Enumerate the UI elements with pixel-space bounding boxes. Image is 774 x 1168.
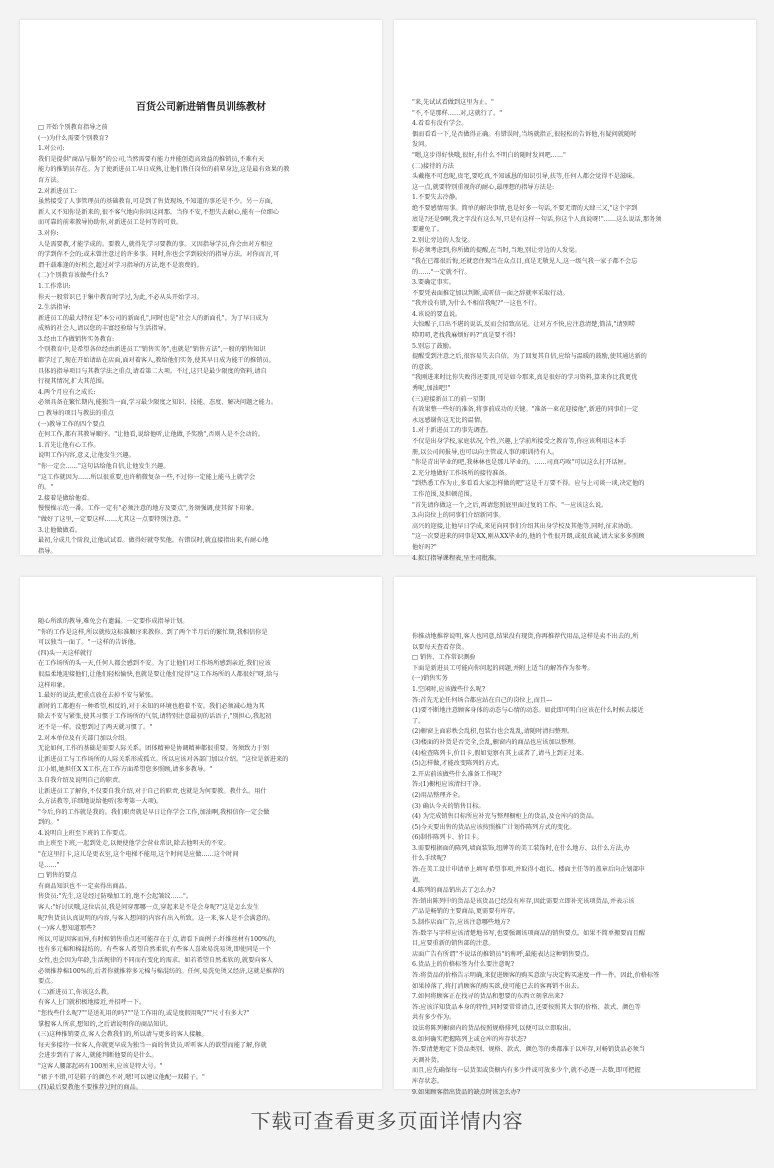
text-line: 发问。	[412, 141, 431, 149]
text-line: "做好了这里,一定要这样……尤其这一点要特别注意。"	[38, 515, 188, 523]
text-line: 请。	[412, 876, 425, 884]
text-line: "这工作就因为……所以很重要,也许稍微复杂一些,不过你一定能上能马上就学会	[38, 473, 256, 481]
text-line: 掌握客人所求,想知的,之后请说明你的商品知识。	[38, 1020, 172, 1028]
text-line: (一)教导工作的四个要点	[38, 420, 105, 428]
text-line: "你是青出毕业的吧,我林林也是那儿毕业的。……司真巧唉"可以这么打开话匣。	[412, 459, 631, 467]
text-line: (3)楼面的补货是否完全,会乱,橱窗内的商品也应该加以整理。	[412, 738, 580, 746]
text-line: 到的。"	[38, 819, 60, 827]
text-line: (三)迎接新员工的前一星期	[412, 395, 485, 403]
text-line: 8.如何确实把握陈列上或仓库的库存状态?	[412, 1035, 527, 1043]
text-line: 7.如何将顾客正在找寻的货品和想要的东西立刻拿出来?	[412, 993, 564, 1001]
text-line: 让新进员工与工作场所的人际关系形成孤立。所以应该对各部门加以介绍。"这位是新进来的	[38, 755, 289, 763]
text-line: 具体的指导项目与其教学法之重点,请看第二大项。不过,这只是最少限度的资料,请自	[38, 367, 267, 375]
text-line: 5.制作店面广告,应该注意哪些地方?	[412, 919, 510, 927]
text-line: 册,以公司间报导,也可以向主管或人事的职训持有人。	[412, 448, 559, 456]
text-line: (4) 为完成销售目标所应补充与整理橱柜上的货品,及仓库内的货品。	[412, 813, 598, 821]
text-line: 答:销出陈列中的货品是该货品已经没有库存,因此需要立即补充该项货品,并表示该	[412, 897, 635, 905]
text-line: 客人:"好讨厌哦,这位店员,我是问穿那哪一点,穿起来是不是会身呢?"这是怎么发生	[38, 904, 260, 912]
text-line: 头戴拖不可怠呢,贵宅,要吃真,不知诚恳的知识引导,扶等,任何人都会觉得不是滋味。	[412, 173, 639, 181]
text-line: 答:应该详知货品本身的特性,同时要常常清点,还要按照其大事的价格、款式、颜色等	[412, 1003, 641, 1011]
text-line: □ 销售的要点	[38, 872, 77, 880]
text-line: 女性,也会因为年龄,生活规律的不同而有变化的需求。如若希望自然柔软的,就要向客人	[38, 957, 273, 964]
text-line: 唠叨叨,老找我麻烦好吗?"真是要不得!	[412, 332, 516, 340]
text-line: 能力的推销员存在。为了使新进员工早日成熟,让他们胜任岗位的前辈身边,这是最有效果的教	[38, 166, 290, 174]
text-line: 的。"	[38, 484, 54, 492]
text-line: 这一点,就要特别重视你的耐心,最理想的指导方法是:	[412, 183, 555, 191]
text-line: □ 开始个别教育指导之前	[38, 124, 108, 131]
text-line: 如果掉落了,将打消顾客的购买欲,使可能已去的客再销不出去。	[412, 982, 583, 990]
text-line: (二)接待的方法	[412, 162, 454, 170]
text-line: 答:在美工设计申请单上填写希望事项,并取得小组长、楼面主任等的盖章后向企划部申	[412, 866, 645, 874]
text-line: 2.生活指导:	[38, 304, 71, 312]
text-line: 育方法。	[38, 176, 63, 184]
text-line: 新进员工的最大特征是"本公司的新面孔",同时也是"社会人的新面孔"。为了早日成为	[38, 314, 268, 322]
text-line: "来,先试试看做到这里为止。"	[412, 99, 494, 106]
text-line: 3.向岗位上的同事们介绍新同事。	[412, 512, 505, 520]
text-line: 1.最好的说法,把重点放在去掉不安与紧张。	[38, 692, 158, 700]
text-line: 无论如何,工作的基础是需要人际关系。团体精神是协调精神都很重要。务须致力于别	[38, 745, 269, 753]
text-line: 慢慢操示范一番。工作一定有"必须注意的地方及要点",务须强调,使其留下印象。	[38, 505, 258, 513]
text-line: 4.拟订指导课程表,呈主司批准。	[412, 554, 501, 562]
text-line: "这一次要进来的同事是XX,刚从XX毕业的,他的个性很开朗,或很真诚,请大家多多照顾	[412, 533, 645, 541]
text-line: 所以,可说因客而异,有时候销售重点还可能存在于点,请看下面例子:纤维丝材有100%的,	[38, 935, 277, 943]
text-line: 你推动地推荐说明,客人也同意,结果没有现货,你再推荐代用品,这样是卖不出去的,所	[412, 633, 639, 640]
text-line: 指导。	[38, 547, 57, 555]
text-line: "首先请你做这一个,之后,再请您照底里面过复的工作。"一应该这么说。	[412, 501, 608, 509]
page-text	[38, 617, 364, 1094]
text-line: "我并没有错,为什么不相信我呢?"一这也不行。	[412, 300, 541, 308]
text-line: 3.经由工作做销售实务教育:	[38, 335, 115, 343]
text-line: (四)最后要教他不要推荐过时的商品。	[38, 1084, 142, 1092]
text-line: 1.工作常识:	[38, 282, 71, 290]
page-text	[38, 123, 364, 557]
text-line: 的意欲。	[412, 363, 437, 371]
text-line: 不仅是出身学校,家庭状况,个性,兴趣,上学前所接受之教育等,你应该利用这本手	[412, 438, 627, 445]
text-line: (一)客人想知道那些?	[38, 925, 96, 933]
text-line: 工作范围,及担顿范围。	[412, 490, 476, 498]
text-line: 新人又不知你是新来的,很不客气地向你问这问那。当你不安,不想失去耐心,能有一位细心	[38, 208, 280, 216]
text-line: 1.对于新进员工的事先调查。	[412, 427, 493, 435]
text-line: 要点。	[38, 978, 57, 986]
text-line: 3.要确定事实。	[412, 279, 456, 287]
text-line: 个别教育中,是希望各位经由新进员工"销售实务",也就是"销售方法",一般的销售知识	[38, 346, 266, 354]
text-line: "我刚进来时比你失败得还要顶,可是如今那来,真是很好的学习资料,算来你比我更优	[412, 374, 638, 382]
text-line: 4.该说的要直说。	[412, 310, 462, 318]
text-line: 会进步到有了客人,就能判断他要的是什么。	[38, 1052, 158, 1060]
text-line: 也有多元棉和棉混纺的。有些客人希望自然柔软,有些客人喜欢易洗易烫,即使同是一个	[38, 946, 271, 954]
text-line: 3.让他做做看。	[38, 526, 82, 534]
text-line: "在这里打卡,这儿是更衣室,这个电梯不能用,这个时间是应做……这个时间	[38, 851, 239, 859]
text-line: 人是需要教,才能学成的。要教人,就得先学习要教的事。又因指导学员,你会由对方相应	[38, 240, 273, 248]
text-line: 呢?售货员认真说明的内容,与客人想问的内容有出入所致。这一来,客人是不会满意的。	[38, 914, 275, 922]
text-line: 必须具备在繁忙期内,能独当一面,学习最少限度之知识、技能、态度、解决问题之能力。	[38, 399, 278, 407]
text-line: 有客人上门就积极地接近,并招呼一下。	[38, 999, 146, 1007]
text-line: 4.看看有没有学会。	[412, 120, 468, 128]
text-line: "嗯,这步得好快哦,很好,有什么不明白的随时发问吧……"	[412, 151, 566, 159]
text-line: 而且,应先确保每一层货架或货橱内有多少件或可放多少个,就不必逐一去数,即可把握	[412, 1067, 641, 1075]
text-line: 1.空闲时,应该做些什么呢?	[412, 685, 486, 693]
text-line: 天调补货。	[412, 1056, 443, 1064]
text-line: "我在已都很后悔,还就恋住现当在众点目,真是无敬见人,这一级气我一家子都不会忘	[412, 257, 638, 265]
text-line: □ 教导的项目与教法的重点	[38, 410, 114, 418]
text-line: 2.充分地做好工作场所的接待准备。	[412, 469, 511, 477]
text-line: (3) 确认今天的销售目标。	[412, 802, 485, 810]
text-line: 2.对本单位及有关部门加以介绍。	[38, 734, 131, 742]
document-page-3	[20, 577, 382, 1092]
text-line: 9.如果顾客指出货品的缺点时该怎么办?	[412, 1088, 521, 1096]
text-line: 答:要清楚地定下货品类别、规格、款式、颜色等的类都准于以库存,对畅销货品必须当	[412, 1046, 645, 1054]
text-line: 下面是新进员工可能向你问起的问题,并附上适当的解答作为参考。	[412, 664, 594, 672]
text-line: 么方法教等,详细地说给他听(参考第一大项)。	[38, 798, 163, 806]
text-line: 你必须考虑到,你所做的提醒,在当时,当地,别让旁边的人发觉。	[412, 247, 581, 255]
text-line: 的……"一定就不行。	[412, 268, 471, 276]
text-line: 答:将货品的价格告示明确,来促进顾客的购买意欲与决定购买速度一件一件。因此,价格标签	[412, 972, 660, 979]
text-line: 谓千载难逢的好机会,超过对学习指导的方法,绝不是浪费的。	[38, 261, 203, 269]
text-line: (二)新进员工,你该这么教。	[38, 988, 113, 996]
text-line: 他好吗?"	[412, 543, 437, 551]
text-line: 由上班至下班,一起到处走,以便使他学会营业常识,除去他明天的不安。	[38, 840, 230, 848]
text-line: (四)头一天这样就行	[38, 649, 93, 657]
text-line: (2)用品整理齐全。	[412, 791, 465, 799]
text-line: "今后,你的工作就是我的。我们职责就是早日让你学会工作,加油啊,我相信你一定会做	[38, 808, 270, 816]
text-line: 答:(1)橱柜应该清扫干净。	[412, 781, 485, 789]
text-line: (4)检查陈列卡,价目卡,假如觉察有其上或者了,请马上到正过来。	[412, 749, 588, 757]
text-line: 而可靠的前辈教导协助你,对新进员工是何等的可贵。	[38, 219, 183, 227]
text-line: (2)橱窗上面彩秩会乱积,包装台也会乱乱,请随时清扫整理。	[412, 728, 574, 736]
text-line: 每天多接待一位客人,你就更早成为独当一面的售货员,听听客人的欲望而能了解,你就	[38, 1041, 267, 1049]
text-line: 2.别让旁边的人发觉。	[412, 236, 474, 244]
text-line: 秀呢,加油吧!"	[412, 385, 451, 393]
text-line: 还不是一样。没想到过了两天就习惯了。"	[38, 723, 153, 731]
text-line: 2.接着是做给他看。	[38, 494, 94, 502]
text-line: 有商品知识也不一定卖得出商品。	[38, 882, 131, 890]
text-line: 虽然接受了人事管理员的基础教育,可是到了售货现场,不知道的事还是不少。另一方面,	[38, 198, 273, 206]
text-line: 很温柔地迎接他们,让他们轻松愉快,也就是要让他们觉得"这工作场所的人都很好"呀,给与	[38, 670, 279, 678]
text-line: 要避免了。	[412, 226, 443, 234]
text-line: 2.开店前该做些什么准备工作呢?	[412, 770, 502, 778]
text-line: 行视其情况,扩大其范围。	[38, 378, 109, 386]
text-line: 永远感谢你这无比的温情。	[412, 416, 487, 424]
text-line: (一)为什么需要个别教育?	[38, 134, 109, 142]
text-line: 绝不要感情用事。简单的解决事情,也是好多一句话,不要无谓的大肆三又,"这个字到	[412, 204, 638, 212]
text-line: 让新进员工了解你,不仅要自我介绍,对于自己的职责,也就是为何要教。教什么。用什	[38, 787, 267, 795]
text-line: 你天一般常识已于集中教育时学过,为此,不必从头开始学习。	[38, 293, 203, 301]
text-line: 3.需要根据面的陈列,墙面装饰,纽牌等的美工装饰时,在什么地方、以什么方法,办	[412, 844, 630, 852]
text-line: 高兴的迎接,让他早日学成,来见向同事们介绍其出身学校及其他等,同时,征求协助。	[412, 522, 637, 530]
document-title: 百货公司新进销售员训练教材	[136, 102, 266, 113]
text-line: 在何工作,都有其教导顺序。"让他看,说给他听,让他做,予奖励",否则人是不会动的。	[38, 431, 264, 439]
text-line: 3.自我介绍及说明自己的职责。	[38, 776, 125, 784]
text-line: 了。	[412, 717, 425, 725]
text-line: (二)个别教育该做些什么?	[38, 272, 109, 280]
text-line: 我们是提供"商品与服务"的公司,当然需要有能力并能创造高效益的推销员,不难有天	[38, 155, 265, 163]
text-line: 在工作场所的头一天,任何人都会感到不安。为了让他们对工作场所感到亲近,我们应该	[38, 660, 271, 668]
text-line: 最初,分成几个阶段,让他试试看。做得好就夸奖他。有错误时,就直接指出来,有耐心地	[38, 537, 269, 545]
text-line: 除去不安与紧张,使其习惯于工作场所的气氛,请特别注意最初的话语子,"别担心,我起初	[38, 713, 272, 721]
text-line: 4.两个月应有之成长:	[38, 388, 96, 396]
text-line: (一)销售实务	[412, 675, 448, 683]
text-line: (三)这种推销要点,客人会教我们的,所以请与更多的客人接触。	[38, 1031, 208, 1039]
text-line: 随心所欲的教导,难免会有遗漏。一定要作成指导计划。	[38, 618, 189, 625]
text-line: (5)怎样做,才能改变陈列的方式。	[412, 760, 504, 768]
text-line: 设法将陈列橱窗内的货品按照规格排列,以便可以立即取出。	[412, 1024, 575, 1032]
text-line: 2.对新进员工:	[38, 187, 77, 195]
text-line: 江小姐,她担任X X工作,在工作方面希望您多照顾,请多多教导。"	[38, 766, 213, 774]
text-line: (1)要不断地注意顾客身体的动态与心情的动态。如此即可明白应该在什么时候去接近	[412, 707, 644, 715]
text-line: 提醒受到注意之后,很容易失去自信。为了回复其自信,应给与温暖的鼓励,使其通达新的	[412, 353, 647, 361]
text-line: 6.货品上的价格标签为什么要注意呢?	[412, 961, 515, 969]
text-line: 以要每天查看存货。	[412, 643, 468, 651]
text-line: 4.陈列的商品销出去了怎么办?	[412, 887, 496, 895]
text-line: "到热悉工作为止,多看看大家怎样做的吧"这是千万要不得。应与上司谈一谈,决定他的	[412, 480, 645, 488]
text-line: 有效果整一些好的准备,将事前成功的关键。"准备一束花迎接他",新进的同事们一定	[412, 406, 639, 414]
document-page-4	[394, 577, 756, 1096]
text-line: 店面广告有所谓"不说话的推销员"的称呼,最能表达这种销售要点。	[412, 950, 593, 958]
text-line: 这样印象。	[38, 681, 69, 689]
download-more-caption[interactable]: 下载可查看更多页面详情内容	[250, 1109, 524, 1133]
text-line: 1.对公司:	[38, 145, 65, 153]
text-line: "裙子不错,可是鞋子的颜色不对,嗯!可以建议他配一双鞋子。"	[38, 1073, 205, 1081]
text-line: 售货员:"先生,这是经过防噪加工的,绝不会起皱纹……"。	[38, 893, 193, 901]
text-line: 库存状态。	[412, 1077, 443, 1085]
text-line: "这客人腰部起码有100厘米,应该是特大号。"	[38, 1062, 163, 1070]
text-line: 什么手续呢?	[412, 855, 447, 863]
text-line: 5.别忘了鼓励。	[412, 342, 456, 350]
text-line: 新时的工都抱有一种希望,相反的,对于未知的环境也抱着不安。我们必须减心地为其	[38, 702, 265, 710]
text-line: □ 销售、工作常识测验	[412, 654, 476, 662]
text-line: 说明工作内容,意义,让他发生兴趣。	[38, 452, 135, 460]
text-line: (6)制作陈列卡、价目卡。	[412, 834, 483, 842]
text-line: 是……"	[38, 861, 60, 869]
text-line: 偶而看看一下,是否做得正确。有错误时,当场就指正,很轻松的告诉他,有疑问就随时	[412, 130, 637, 138]
text-line: 4.说明自上班至下班的工作要点。	[38, 829, 131, 837]
text-line: 都学过了,现在开始请站在店面,面对着客人,教给他们实务,使其早日成为能干的推销员。	[38, 357, 275, 365]
text-line: 可以独当一面了。"一这样的告诉他。	[38, 639, 140, 647]
page-text	[412, 632, 738, 1098]
text-line: 目,应要重新的销售部的注意。	[412, 940, 495, 948]
text-line: 底是?还是9啊,我之字没有这么写,只是有这样一句话,你这个人真说呀!"……这么说话,那务须	[412, 215, 662, 223]
text-line: 1.首先让他有心工作。	[38, 441, 100, 449]
document-page-1	[20, 20, 382, 555]
text-line: 产品是畅销的主要商品,更需要有库存。	[412, 908, 520, 916]
text-line: 3.对你:	[38, 229, 59, 237]
page-text	[412, 98, 738, 564]
text-line: 必须推荐棉100%的,后者你就推荐多元棉与棉混纺的。任何,易洗免烫又经济,这就是推荐的	[38, 967, 285, 975]
text-line: "你一定会……"这句话给他自信,让他发生兴趣。	[38, 463, 170, 470]
document-page-2	[394, 20, 756, 562]
text-line: "您找些什么呢?""是送礼用的吗?""是工作用的,或是度假用呢?""尺寸有多大?"	[38, 1009, 250, 1017]
text-line: 共有多少作为。	[412, 1014, 456, 1022]
text-line: "不,不是那样……对,这就行了。"	[412, 109, 503, 117]
text-line: 1.不要失去冷静。	[412, 194, 462, 202]
text-line: 不要凭表面推定加以判断,或听信一面之辞就率采取行动。	[412, 289, 569, 297]
text-line: 答:数字与字样应该清楚地书写,也要强调该项商品的销售要点。如果不简单搬要而且醒	[412, 929, 645, 937]
text-line: 答:首先无论任何场合都应站在自己的岗位上,而且—	[412, 696, 553, 704]
text-line: 成熟的社会人,请以您的丰富经验给与生活指导。	[38, 325, 170, 333]
text-line: "你的工作是这样,所以就按这标准顺序来教你。到了两个半月后的繁忙期,我相信你是	[38, 628, 268, 636]
text-line: 大惊醒子,口出不堪的说话,反而会招致高见。让对方不快,应注意清楚,简洁,"请别唠	[412, 321, 636, 329]
text-line: (5)今天要出售的货品应该按照推广计划作陈列方式的变化。	[412, 823, 576, 831]
text-line: 的学到你不会的;或未曾注意过的许多事。同时,你也会学到较好的指导方法。对你而言,可	[38, 251, 280, 259]
